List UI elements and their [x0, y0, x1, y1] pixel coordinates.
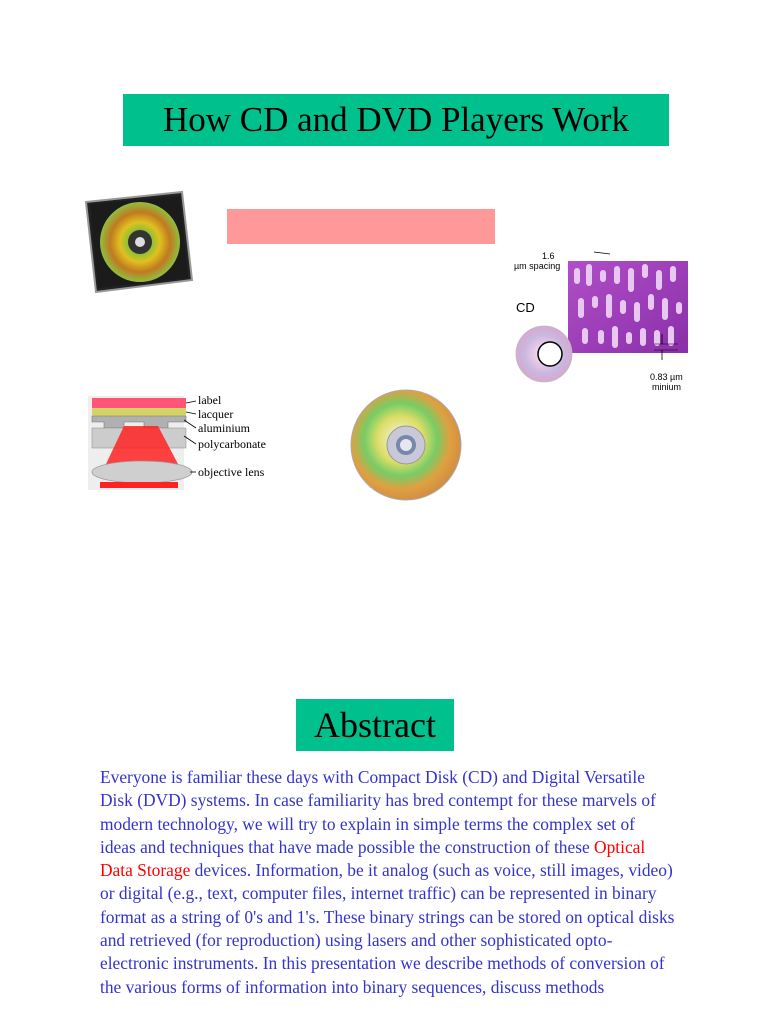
layer-label-objective-lens: objective lens — [198, 465, 265, 479]
pink-banner — [227, 209, 495, 244]
abstract-text-part1: Everyone is familiar these days with Compact Disk (CD) and Digital Versatile Disk (DVD) systems. In case familiarity has bred contempt for these marvels of modern technology, we will try to explain in simple terms the complex set of ideas and techniques that have made possible the construction of these — [100, 767, 656, 857]
cd-layers-diagram — [84, 392, 280, 492]
cd-pits-figure — [512, 248, 692, 398]
cd-disc-image — [349, 388, 463, 502]
layer-label-lacquer: lacquer — [198, 407, 234, 421]
abstract-heading: Abstract — [296, 699, 454, 751]
abstract-text-part2: devices. Information, be it analog (such as voice, still images, video) or digital (e.g., text, computer files, internet traffic) can be represented in binary format as a string of 0's and 1's. These binary strings can be stored on optical disks and retrieved (for reproduction) using lasers and other sophisticated opto-electronic instruments. In this presentation we describe methods of conversion of the various forms of information into binary sequences, discuss methods — [100, 860, 675, 997]
layer-label-label: label — [198, 393, 222, 407]
abstract-highlight: Optical Data Storage — [100, 836, 646, 881]
abstract-body — [100, 766, 675, 999]
min-unit-label: minium — [652, 382, 682, 392]
layer-label-polycarbonate: polycarbonate — [198, 437, 266, 451]
cd-label: CD — [516, 300, 535, 315]
spacing-unit-label: µm spacing — [514, 261, 561, 271]
spacing-value-label: 1.6 — [542, 251, 555, 261]
layer-label-aluminium: aluminium — [198, 421, 250, 435]
page-title: How CD and DVD Players Work — [123, 94, 669, 146]
min-value-label: 0.83 µm — [650, 372, 683, 382]
cd-case-image — [82, 190, 194, 294]
